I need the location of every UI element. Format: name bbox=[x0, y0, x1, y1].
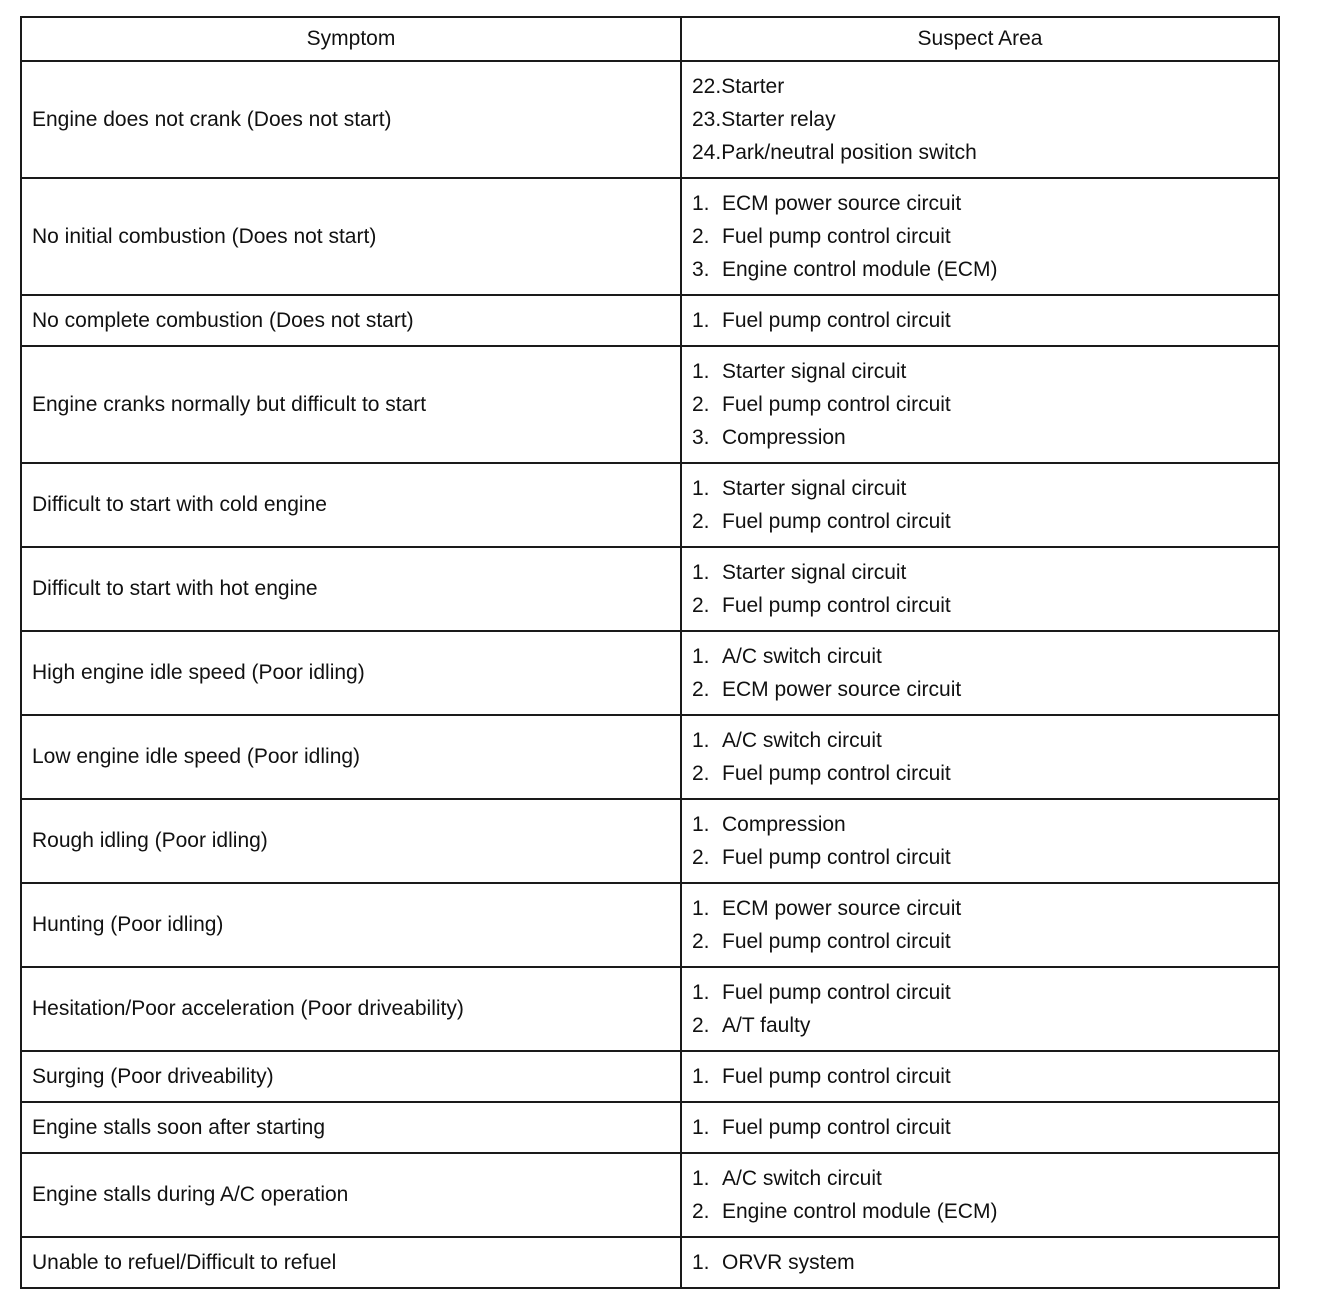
table-body bbox=[21, 61, 1279, 1288]
item-text: Fuel pump control circuit bbox=[722, 1116, 951, 1139]
item-number: 1. bbox=[692, 1167, 710, 1190]
suspect-area-cell bbox=[681, 61, 1279, 178]
suspect-area-item bbox=[692, 1246, 1278, 1279]
table-row bbox=[21, 1051, 1279, 1102]
table-row bbox=[21, 547, 1279, 631]
item-text: Fuel pump control circuit bbox=[722, 510, 951, 533]
suspect-area-item bbox=[692, 808, 1278, 841]
header-row bbox=[21, 17, 1279, 61]
item-text: Starter relay bbox=[721, 108, 836, 131]
suspect-area-cell bbox=[681, 715, 1279, 799]
item-number: 1. bbox=[692, 561, 710, 584]
suspect-area-cell bbox=[681, 178, 1279, 295]
item-number: 2. bbox=[692, 930, 710, 953]
suspect-area-item bbox=[692, 841, 1278, 874]
suspect-area-cell bbox=[681, 1153, 1279, 1237]
symptom-cell: Engine cranks normally but difficult to start bbox=[21, 346, 681, 463]
suspect-area-item bbox=[692, 70, 1278, 103]
item-text: A/C switch circuit bbox=[722, 729, 882, 752]
item-number: 2. bbox=[692, 1014, 710, 1037]
item-text: Starter signal circuit bbox=[722, 477, 907, 500]
suspect-area-item bbox=[692, 892, 1278, 925]
suspect-area-cell bbox=[681, 1051, 1279, 1102]
item-number: 2. bbox=[692, 594, 710, 617]
item-text: Starter signal circuit bbox=[722, 360, 907, 383]
symptom-cell: Hesitation/Poor acceleration (Poor driveability) bbox=[21, 967, 681, 1051]
suspect-area-cell bbox=[681, 1237, 1279, 1288]
symptom-cell: No complete combustion (Does not start) bbox=[21, 295, 681, 346]
suspect-area-item bbox=[692, 136, 1278, 169]
item-text: Starter bbox=[721, 75, 785, 98]
suspect-area-item bbox=[692, 1111, 1278, 1144]
table-row bbox=[21, 799, 1279, 883]
symptom-cell: Unable to refuel/Difficult to refuel bbox=[21, 1237, 681, 1288]
suspect-area-item bbox=[692, 724, 1278, 757]
item-text: Park/neutral position switch bbox=[721, 141, 977, 164]
suspect-area-item bbox=[692, 1195, 1278, 1228]
table-row bbox=[21, 883, 1279, 967]
item-number: 2. bbox=[692, 678, 710, 701]
table-row bbox=[21, 295, 1279, 346]
item-number: 2. bbox=[692, 1200, 710, 1223]
item-number: 2. bbox=[692, 510, 710, 533]
item-text: Engine control module (ECM) bbox=[722, 1200, 998, 1223]
table-row bbox=[21, 1237, 1279, 1288]
item-number: 3. bbox=[692, 426, 710, 449]
suspect-area-item bbox=[692, 472, 1278, 505]
item-text: Compression bbox=[722, 426, 846, 449]
suspect-area-item bbox=[692, 1009, 1278, 1042]
symptom-cell: Low engine idle speed (Poor idling) bbox=[21, 715, 681, 799]
symptom-cell: Rough idling (Poor idling) bbox=[21, 799, 681, 883]
item-number: 3. bbox=[692, 258, 710, 281]
table-row bbox=[21, 715, 1279, 799]
symptom-cell: Hunting (Poor idling) bbox=[21, 883, 681, 967]
symptom-table bbox=[20, 16, 1280, 1289]
table-row bbox=[21, 967, 1279, 1051]
item-text: Fuel pump control circuit bbox=[722, 393, 951, 416]
item-text: Fuel pump control circuit bbox=[722, 981, 951, 1004]
suspect-area-item bbox=[692, 187, 1278, 220]
table-row bbox=[21, 346, 1279, 463]
suspect-area-cell bbox=[681, 1102, 1279, 1153]
item-number: 1. bbox=[692, 192, 710, 215]
item-number: 1. bbox=[692, 813, 710, 836]
item-text: ECM power source circuit bbox=[722, 192, 962, 215]
item-text: ORVR system bbox=[722, 1251, 855, 1274]
item-text: ECM power source circuit bbox=[722, 678, 962, 701]
symptom-cell: Engine stalls during A/C operation bbox=[21, 1153, 681, 1237]
item-text: A/T faulty bbox=[722, 1014, 811, 1037]
suspect-area-cell bbox=[681, 463, 1279, 547]
item-text: ECM power source circuit bbox=[722, 897, 962, 920]
item-number: 2. bbox=[692, 762, 710, 785]
suspect-area-item bbox=[692, 103, 1278, 136]
suspect-area-item bbox=[692, 220, 1278, 253]
item-text: Fuel pump control circuit bbox=[722, 1065, 951, 1088]
suspect-area-item bbox=[692, 757, 1278, 790]
item-number: 1. bbox=[692, 645, 710, 668]
suspect-area-cell bbox=[681, 346, 1279, 463]
item-number: 2. bbox=[692, 393, 710, 416]
table-row bbox=[21, 1102, 1279, 1153]
suspect-area-item bbox=[692, 388, 1278, 421]
header-symptom: Symptom bbox=[21, 17, 681, 61]
item-number: 1. bbox=[692, 309, 710, 332]
item-text: Compression bbox=[722, 813, 846, 836]
item-number: 1. bbox=[692, 981, 710, 1004]
item-text: Fuel pump control circuit bbox=[722, 762, 951, 785]
suspect-area-item bbox=[692, 421, 1278, 454]
table-row bbox=[21, 1153, 1279, 1237]
item-number: 1. bbox=[692, 897, 710, 920]
suspect-area-item bbox=[692, 589, 1278, 622]
symptom-cell: Engine stalls soon after starting bbox=[21, 1102, 681, 1153]
suspect-area-cell bbox=[681, 883, 1279, 967]
suspect-area-item bbox=[692, 556, 1278, 589]
item-text: Fuel pump control circuit bbox=[722, 930, 951, 953]
item-number: 1. bbox=[692, 360, 710, 383]
item-text: Fuel pump control circuit bbox=[722, 309, 951, 332]
item-text: Engine control module (ECM) bbox=[722, 258, 998, 281]
symptom-cell: Difficult to start with hot engine bbox=[21, 547, 681, 631]
item-text: Fuel pump control circuit bbox=[722, 846, 951, 869]
item-number: 24. bbox=[692, 141, 722, 164]
item-number: 1. bbox=[692, 729, 710, 752]
suspect-area-cell bbox=[681, 967, 1279, 1051]
item-number: 1. bbox=[692, 1251, 710, 1274]
table-row bbox=[21, 178, 1279, 295]
symptom-cell: High engine idle speed (Poor idling) bbox=[21, 631, 681, 715]
suspect-area-item bbox=[692, 304, 1278, 337]
suspect-area-cell bbox=[681, 295, 1279, 346]
item-text: A/C switch circuit bbox=[722, 1167, 882, 1190]
symptom-cell: Surging (Poor driveability) bbox=[21, 1051, 681, 1102]
symptom-cell: Difficult to start with cold engine bbox=[21, 463, 681, 547]
table-row bbox=[21, 463, 1279, 547]
table-row bbox=[21, 61, 1279, 178]
suspect-area-item bbox=[692, 925, 1278, 958]
suspect-area-item bbox=[692, 640, 1278, 673]
suspect-area-item bbox=[692, 355, 1278, 388]
item-number: 2. bbox=[692, 225, 710, 248]
item-number: 1. bbox=[692, 1116, 710, 1139]
item-text: A/C switch circuit bbox=[722, 645, 882, 668]
suspect-area-item bbox=[692, 505, 1278, 538]
item-text: Fuel pump control circuit bbox=[722, 225, 951, 248]
suspect-area-cell bbox=[681, 799, 1279, 883]
suspect-area-item bbox=[692, 253, 1278, 286]
symptom-cell: No initial combustion (Does not start) bbox=[21, 178, 681, 295]
suspect-area-cell bbox=[681, 547, 1279, 631]
symptom-cell: Engine does not crank (Does not start) bbox=[21, 61, 681, 178]
item-number: 1. bbox=[692, 477, 710, 500]
item-text: Fuel pump control circuit bbox=[722, 594, 951, 617]
header-suspect-area: Suspect Area bbox=[681, 17, 1279, 61]
item-number: 22. bbox=[692, 75, 722, 98]
suspect-area-item bbox=[692, 1162, 1278, 1195]
suspect-area-item bbox=[692, 673, 1278, 706]
item-text: Starter signal circuit bbox=[722, 561, 907, 584]
item-number: 23. bbox=[692, 108, 722, 131]
item-number: 2. bbox=[692, 846, 710, 869]
item-number: 1. bbox=[692, 1065, 710, 1088]
suspect-area-item bbox=[692, 1060, 1278, 1093]
suspect-area-item bbox=[692, 976, 1278, 1009]
table-row bbox=[21, 631, 1279, 715]
suspect-area-cell bbox=[681, 631, 1279, 715]
